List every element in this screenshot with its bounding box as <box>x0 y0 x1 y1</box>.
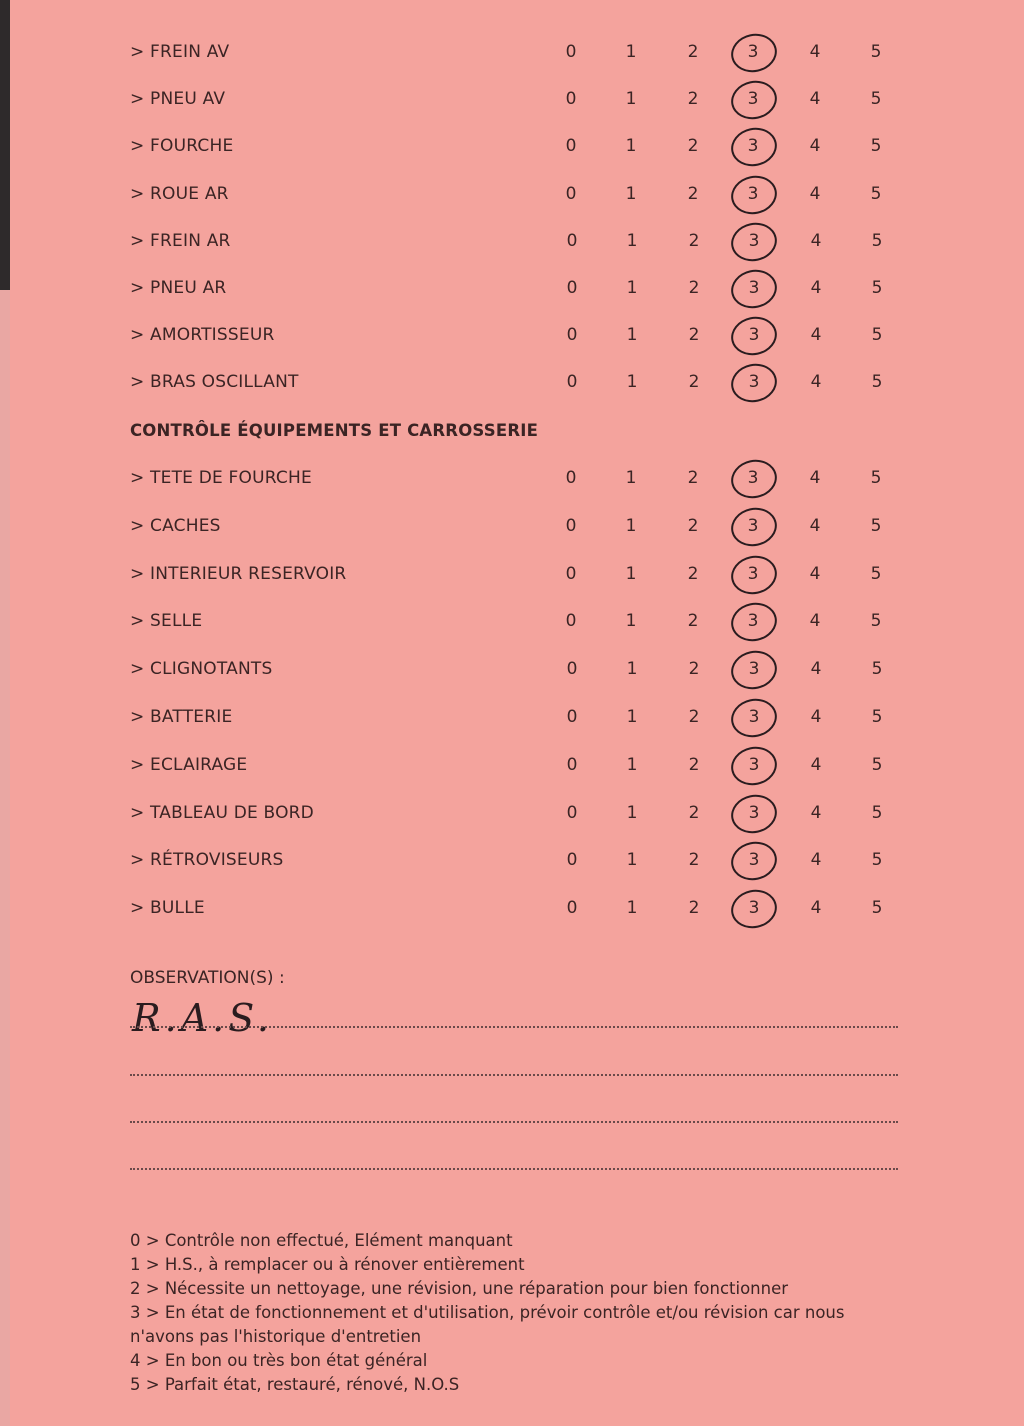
checklist-item-label: > TABLEAU DE BORD <box>130 802 314 823</box>
observations-handwritten-text: R.A.S. <box>132 996 273 1040</box>
hand-drawn-selection-circle <box>728 218 781 265</box>
checklist-item-label: > ROUE AR <box>130 183 229 204</box>
score-option[interactable]: 1 <box>626 707 638 727</box>
score-option[interactable]: 1 <box>626 898 638 919</box>
score-option[interactable]: 0 <box>566 898 578 919</box>
score-option[interactable]: 3 <box>747 42 759 62</box>
score-option[interactable]: 5 <box>870 136 882 157</box>
checklist-item-label: > SELLE <box>130 611 203 632</box>
score-option[interactable]: 2 <box>687 468 699 488</box>
score-option[interactable]: 4 <box>810 898 822 919</box>
checklist-row <box>10 890 1024 930</box>
score-option[interactable]: 5 <box>870 42 882 62</box>
score-option[interactable]: 3 <box>748 707 760 727</box>
hand-drawn-selection-circle <box>728 266 781 313</box>
score-option[interactable]: 0 <box>566 325 578 346</box>
checklist-item-label: > BULLE <box>130 898 205 919</box>
checklist-row <box>10 460 1024 500</box>
score-option[interactable]: 4 <box>809 136 821 157</box>
hand-drawn-selection-circle <box>728 695 781 742</box>
score-option[interactable]: 3 <box>748 754 760 775</box>
checklist-row <box>10 699 1024 739</box>
score-option[interactable]: 0 <box>566 278 578 298</box>
score-option[interactable]: 3 <box>748 230 760 251</box>
score-option[interactable]: 3 <box>748 850 760 871</box>
checklist-item-label: > ECLAIRAGE <box>130 754 248 775</box>
score-option[interactable]: 1 <box>625 89 637 110</box>
score-option[interactable]: 4 <box>810 325 822 346</box>
legend-line: 5 > Parfait état, restauré, rénové, N.O.S <box>130 1375 460 1394</box>
score-option[interactable]: 2 <box>688 372 700 393</box>
score-option[interactable]: 2 <box>687 42 699 62</box>
score-option[interactable]: 3 <box>747 611 759 632</box>
score-option[interactable]: 1 <box>625 183 637 204</box>
observation-line-4[interactable] <box>130 1168 898 1170</box>
score-option[interactable]: 2 <box>688 802 700 823</box>
score-option[interactable]: 1 <box>626 230 638 251</box>
score-option[interactable]: 1 <box>625 563 637 584</box>
score-option[interactable]: 2 <box>687 515 699 536</box>
score-option[interactable]: 2 <box>688 707 700 727</box>
score-option[interactable]: 2 <box>687 136 699 157</box>
score-option[interactable]: 1 <box>626 325 638 346</box>
legend-line: 4 > En bon ou très bon état général <box>130 1351 428 1370</box>
score-option[interactable]: 2 <box>687 563 699 584</box>
score-option[interactable]: 5 <box>870 611 882 632</box>
score-option[interactable]: 2 <box>688 230 700 251</box>
score-option[interactable]: 5 <box>871 802 883 823</box>
hand-drawn-selection-circle <box>728 551 781 598</box>
score-option[interactable]: 2 <box>688 754 700 775</box>
score-option[interactable]: 0 <box>566 754 578 775</box>
score-option[interactable]: 5 <box>871 659 883 680</box>
score-option[interactable]: 3 <box>748 278 760 298</box>
checklist-row <box>10 81 1024 121</box>
score-option[interactable]: 3 <box>748 325 760 346</box>
score-option[interactable]: 2 <box>687 89 699 110</box>
score-option[interactable]: 1 <box>625 42 637 62</box>
score-option[interactable]: 5 <box>870 89 882 110</box>
score-option[interactable]: 1 <box>625 136 637 157</box>
score-option[interactable]: 5 <box>871 850 883 871</box>
score-option[interactable]: 1 <box>626 802 638 823</box>
checklist-row <box>10 270 1024 310</box>
score-option[interactable]: 4 <box>809 42 821 62</box>
score-option[interactable]: 5 <box>871 230 883 251</box>
hand-drawn-selection-circle <box>728 30 781 77</box>
score-option[interactable]: 4 <box>809 183 821 204</box>
score-option[interactable]: 4 <box>810 707 822 727</box>
score-option[interactable]: 1 <box>625 611 637 632</box>
score-option[interactable]: 3 <box>748 372 760 393</box>
score-option[interactable]: 5 <box>870 515 882 536</box>
score-option[interactable]: 4 <box>809 611 821 632</box>
score-option[interactable]: 1 <box>625 515 637 536</box>
checklist-item-label: > FREIN AR <box>130 230 231 251</box>
score-option[interactable]: 5 <box>871 278 883 298</box>
score-option[interactable]: 4 <box>810 230 822 251</box>
score-option[interactable]: 0 <box>565 89 577 110</box>
score-option[interactable]: 4 <box>809 89 821 110</box>
score-option[interactable]: 0 <box>566 659 578 680</box>
score-option[interactable]: 4 <box>810 850 822 871</box>
score-option[interactable]: 0 <box>565 183 577 204</box>
hand-drawn-selection-circle <box>728 599 781 646</box>
score-legend <box>130 1229 990 1397</box>
checklist-row <box>10 176 1024 216</box>
score-option[interactable]: 4 <box>809 563 821 584</box>
checklist-row <box>10 128 1024 168</box>
checklist-item-label: > TETE DE FOURCHE <box>130 468 312 488</box>
score-option[interactable]: 2 <box>688 278 700 298</box>
hand-drawn-selection-circle <box>728 790 781 837</box>
checklist-row <box>10 508 1024 548</box>
hand-drawn-selection-circle <box>728 503 781 550</box>
score-option[interactable]: 0 <box>565 611 577 632</box>
observation-line-2[interactable] <box>130 1074 898 1076</box>
score-option[interactable]: 0 <box>566 372 578 393</box>
hand-drawn-selection-circle <box>728 886 781 933</box>
checklist-item-label: > PNEU AR <box>130 278 227 298</box>
score-option[interactable]: 1 <box>626 278 638 298</box>
score-option[interactable]: 3 <box>747 563 759 584</box>
score-option[interactable]: 5 <box>870 183 882 204</box>
score-option[interactable]: 1 <box>626 850 638 871</box>
score-option[interactable]: 0 <box>565 515 577 536</box>
checklist-row <box>10 223 1024 263</box>
score-option[interactable]: 0 <box>565 42 577 62</box>
checklist-row <box>10 603 1024 643</box>
checklist-row <box>10 651 1024 691</box>
score-option[interactable]: 1 <box>626 372 638 393</box>
checklist-row <box>10 747 1024 787</box>
checklist-row <box>10 317 1024 357</box>
score-option[interactable]: 3 <box>747 136 759 157</box>
checklist-item-label: > RÉTROVISEURS <box>130 850 284 871</box>
score-option[interactable]: 0 <box>566 850 578 871</box>
score-option[interactable]: 3 <box>747 515 759 536</box>
score-option[interactable]: 2 <box>688 659 700 680</box>
hand-drawn-selection-circle <box>728 360 781 407</box>
checklist-row <box>10 34 1024 74</box>
score-option[interactable]: 0 <box>566 707 578 727</box>
score-option[interactable]: 2 <box>687 183 699 204</box>
score-option[interactable]: 2 <box>688 325 700 346</box>
score-option[interactable]: 3 <box>748 659 760 680</box>
legend-line: 2 > Nécessite un nettoyage, une révision, une réparation pour bien fonctionner <box>130 1279 789 1298</box>
score-option[interactable]: 5 <box>870 468 882 488</box>
score-option[interactable]: 4 <box>809 468 821 488</box>
observations-label: OBSERVATION(S) : <box>130 968 285 988</box>
checklist-item-label: > FOURCHE <box>130 136 234 157</box>
checklist-row <box>10 364 1024 404</box>
score-option[interactable]: 5 <box>871 325 883 346</box>
score-option[interactable]: 0 <box>566 802 578 823</box>
score-option[interactable]: 2 <box>688 898 700 919</box>
checklist-row <box>10 795 1024 835</box>
hand-drawn-selection-circle <box>728 742 781 789</box>
score-option[interactable]: 0 <box>565 468 577 488</box>
score-option[interactable]: 1 <box>626 754 638 775</box>
score-option[interactable]: 4 <box>810 372 822 393</box>
legend-line: 1 > H.S., à remplacer ou à rénover entièrement <box>130 1255 525 1274</box>
score-option[interactable]: 3 <box>747 183 759 204</box>
checklist-item-label: > CACHES <box>130 515 221 536</box>
score-option[interactable]: 3 <box>747 89 759 110</box>
observation-line-3[interactable] <box>130 1121 898 1123</box>
checklist-item-label: > PNEU AV <box>130 89 226 110</box>
score-option[interactable]: 5 <box>871 707 883 727</box>
score-option[interactable]: 5 <box>871 754 883 775</box>
hand-drawn-selection-circle <box>728 124 781 171</box>
hand-drawn-selection-circle <box>728 838 781 885</box>
hand-drawn-selection-circle <box>728 456 781 503</box>
score-option[interactable]: 4 <box>809 515 821 536</box>
hand-drawn-selection-circle <box>728 77 781 124</box>
score-option[interactable]: 2 <box>687 611 699 632</box>
hand-drawn-selection-circle <box>728 171 781 218</box>
hand-drawn-selection-circle <box>728 313 781 360</box>
checklist-row <box>10 842 1024 882</box>
checklist-row <box>10 556 1024 596</box>
legend-line: 0 > Contrôle non effectué, Elément manquant <box>130 1231 513 1250</box>
score-option[interactable]: 0 <box>566 230 578 251</box>
score-option[interactable]: 3 <box>748 898 760 919</box>
score-option[interactable]: 5 <box>870 563 882 584</box>
score-option[interactable]: 5 <box>871 372 883 393</box>
score-option[interactable]: 0 <box>565 136 577 157</box>
score-option[interactable]: 4 <box>810 659 822 680</box>
legend-line: 3 > En état de fonctionnement et d'utilisation, prévoir contrôle et/ou révision car nous <box>130 1303 845 1322</box>
observation-line-1[interactable] <box>130 1026 898 1028</box>
score-option[interactable]: 1 <box>626 659 638 680</box>
score-option[interactable]: 5 <box>871 898 883 919</box>
score-option[interactable]: 0 <box>565 563 577 584</box>
score-option[interactable]: 4 <box>810 754 822 775</box>
checklist-item-label: > AMORTISSEUR <box>130 325 275 346</box>
inspection-form-sheet <box>10 0 1024 1426</box>
checklist-item-label: > CLIGNOTANTS <box>130 659 273 680</box>
score-option[interactable]: 3 <box>747 468 759 488</box>
score-option[interactable]: 1 <box>625 468 637 488</box>
score-option[interactable]: 3 <box>748 802 760 823</box>
checklist-item-label: > INTERIEUR RESERVOIR <box>130 563 347 584</box>
section-title: CONTRÔLE ÉQUIPEMENTS ET CARROSSERIE <box>130 421 539 440</box>
checklist-item-label: > BATTERIE <box>130 707 233 727</box>
checklist-item-label: > BRAS OSCILLANT <box>130 372 299 393</box>
checklist-item-label: > FREIN AV <box>130 42 230 62</box>
score-option[interactable]: 4 <box>810 278 822 298</box>
score-option[interactable]: 2 <box>688 850 700 871</box>
score-option[interactable]: 4 <box>810 802 822 823</box>
legend-line: n'avons pas l'historique d'entretien <box>130 1327 422 1346</box>
hand-drawn-selection-circle <box>728 647 781 694</box>
